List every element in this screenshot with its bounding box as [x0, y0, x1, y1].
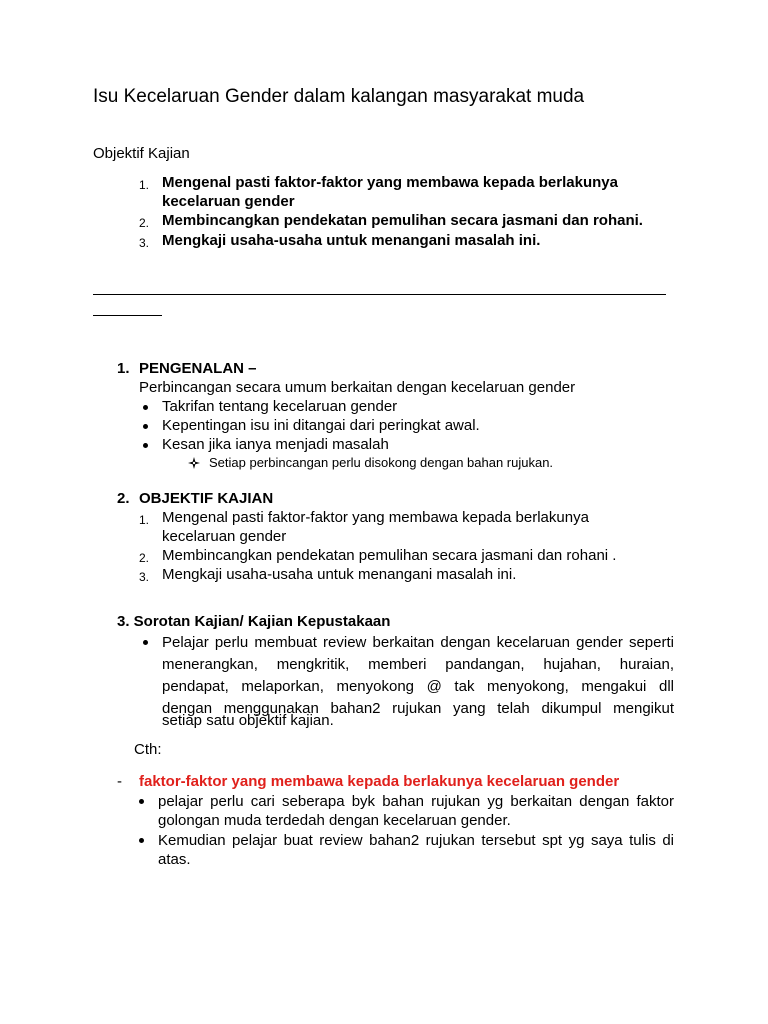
section-2-item-2-line-1: Membincangkan pendekatan pemulihan secara jasmani dan rohani . — [162, 547, 617, 564]
section-3-heading: 3. Sorotan Kajian/ Kajian Kepustakaan — [117, 613, 391, 630]
section-2-item-1-line-2: kecelaruan gender — [162, 528, 287, 545]
sub-bullet-1-line-1: pelajar perlu cari seberapa byk bahan rujukan yg berkaitan dengan faktor — [158, 793, 674, 810]
bullet-icon — [143, 424, 148, 429]
bullet-icon — [143, 640, 148, 645]
section-2-number: 2. — [117, 490, 130, 507]
section-2-item-2-number: 2. — [139, 551, 150, 565]
separator-line — [93, 294, 666, 295]
section-2-item-1-number: 1. — [139, 513, 150, 527]
section-1-bullet-1: Takrifan tentang kecelaruan gender — [162, 398, 398, 415]
section-2-heading: OBJEKTIF KAJIAN — [139, 490, 274, 507]
example-label: Cth: — [134, 741, 162, 758]
section-3-paragraph-line-1: Pelajar perlu membuat review berkaitan dengan kecelaruan gender seperti — [162, 634, 674, 651]
objective-1-line-1: Mengenal pasti faktor-faktor yang membawa kepada berlakunya — [162, 174, 618, 191]
objective-2-number: 2. — [139, 216, 150, 230]
section-3-paragraph-line-2: menerangkan, mengkritik, memberi pandangan, hujahan, huraian, — [162, 656, 674, 673]
diamond-star-icon — [188, 457, 200, 469]
bullet-icon — [139, 799, 144, 804]
sub-bullet-2-line-1: Kemudian pelajar buat review bahan2 rujukan tersebut spt yg saya tulis di — [158, 832, 674, 849]
separator-line-short — [93, 315, 162, 316]
objective-1-number: 1. — [139, 178, 150, 192]
section-3-paragraph-line-3: pendapat, melaporkan, menyokong @ tak menyokong, mengakui dll — [162, 678, 674, 695]
section-3-paragraph-line-5: setiap satu objektif kajian. — [162, 712, 334, 729]
sub-bullet-1-line-2: golongan muda terdedah dengan kecelaruan gender. — [158, 812, 511, 829]
section-3-paragraph-line-4: dengan menggunakan bahan2 rujukan yang telah dikumpul mengikut — [162, 700, 674, 717]
document-title: Isu Kecelaruan Gender dalam kalangan masyarakat muda — [93, 86, 585, 107]
objective-1-line-2: kecelaruan gender — [162, 193, 295, 210]
bullet-icon — [143, 443, 148, 448]
objective-3-line-1: Mengkaji usaha-usaha untuk menangani masalah ini. — [162, 232, 541, 249]
objective-heading: Objektif Kajian — [93, 145, 190, 162]
section-1-bullet-2: Kepentingan isu ini ditangai dari peringkat awal. — [162, 417, 480, 434]
objective-3-number: 3. — [139, 236, 150, 250]
section-2-item-3-line-1: Mengkaji usaha-usaha untuk menangani masalah ini. — [162, 566, 517, 583]
sub-bullet-2-line-2: atas. — [158, 851, 191, 868]
section-1-subbullet: Setiap perbincangan perlu disokong dengan bahan rujukan. — [209, 455, 554, 470]
section-1-heading: PENGENALAN – — [139, 360, 257, 377]
bullet-icon — [139, 838, 144, 843]
objective-2-line-1: Membincangkan pendekatan pemulihan secara jasmani dan rohani. — [162, 212, 643, 229]
section-1-bullet-3: Kesan jika ianya menjadi masalah — [162, 436, 389, 453]
dash-marker: - — [117, 773, 122, 790]
red-subheading: faktor-faktor yang membawa kepada berlakunya kecelaruan gender — [139, 773, 620, 790]
section-1-number: 1. — [117, 360, 130, 377]
bullet-icon — [143, 405, 148, 410]
section-2-item-3-number: 3. — [139, 570, 150, 584]
section-2-item-1-line-1: Mengenal pasti faktor-faktor yang membawa kepada berlakunya — [162, 509, 589, 526]
section-1-intro: Perbincangan secara umum berkaitan dengan kecelaruan gender — [139, 379, 576, 396]
